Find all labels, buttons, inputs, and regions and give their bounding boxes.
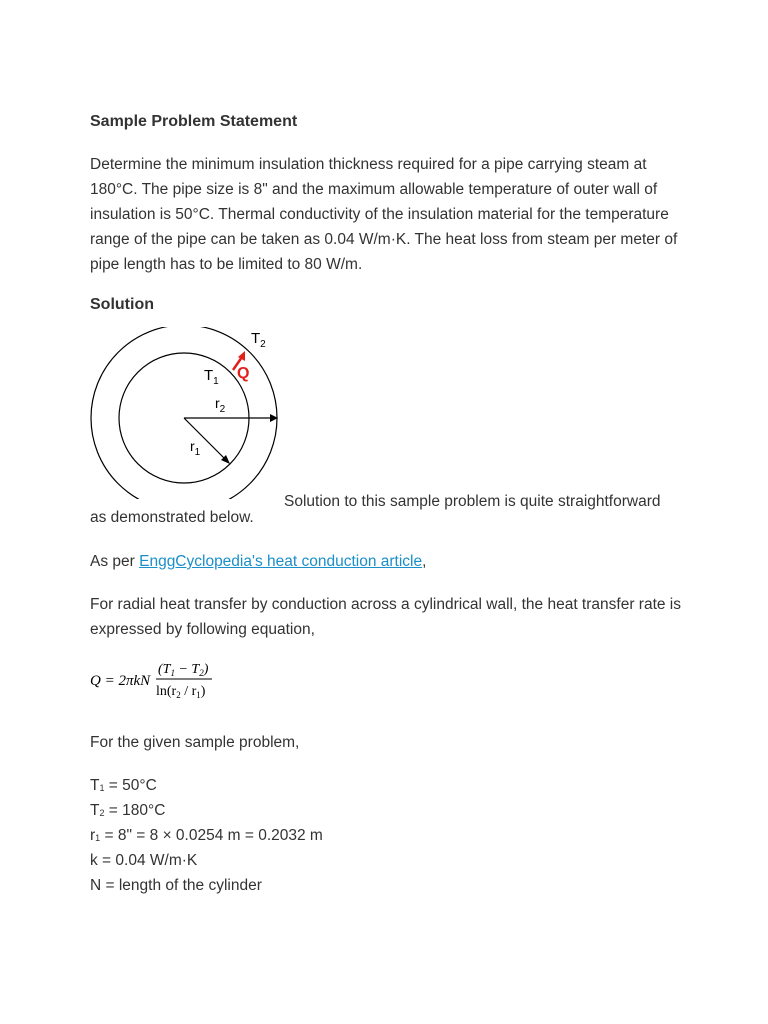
given-item-r1: $r_1 = 8$" = 8 × 0.0254 m = 0.2032 m	[90, 827, 323, 844]
heat-transfer-equation	[90, 656, 690, 706]
equation-lhs: Q = 2πkN	[90, 673, 151, 689]
problem-heading: Sample Problem Statement	[90, 113, 298, 130]
given-item-n: N = length of the cylinder	[90, 877, 262, 894]
reference-prefix: As per	[90, 553, 140, 570]
reference-suffix: ,	[422, 553, 427, 570]
given-item-t2: $T_2 = 180^\circ C$	[90, 802, 166, 819]
heat-conduction-article-link[interactable]: EnggCyclopedia's heat conduction article	[139, 553, 423, 570]
cylinder-figure	[90, 327, 690, 510]
equation-numerator: $(T_1 - T_2)$	[158, 662, 209, 678]
equation-denominator: $\ln(r_2 / r_1)$	[156, 684, 206, 700]
label-r2: $r_2$	[215, 395, 226, 415]
label-r1: $r_1$	[190, 438, 201, 458]
radial-heat-transfer-text: For radial heat transfer by conduction across a cylindrical wall, the heat transfer rate is expressed by following equation,	[90, 596, 681, 638]
reference-line	[90, 549, 690, 574]
article-content	[90, 108, 690, 898]
equation-graphic	[90, 656, 310, 706]
given-intro: For the given sample problem,	[90, 734, 300, 751]
label-q: Q	[237, 365, 250, 382]
figure-caption-continued: as demonstrated below.	[90, 509, 254, 526]
given-item-t1: $T_1 = 50^\circ C$	[90, 777, 157, 794]
given-item-k: k = 0.04 W/m·K	[90, 852, 198, 869]
problem-statement: Determine the minimum insulation thickness required for a pipe carrying steam at 180°C. The pipe size is 8" and the maximum allowable temperature of outer wall of insulation is 50°C. Thermal conductivity of the insulation material for the temperature range of the pipe can be taken as 0.04 W/m·K. The heat loss from steam per meter of pipe length has to be limited to 80 W/m.	[90, 156, 678, 273]
label-t2: $T_2$	[251, 330, 266, 350]
figure-caption-first: Solution to this sample problem is quite straightforward	[284, 493, 661, 510]
concentric-circles-diagram	[90, 327, 290, 499]
label-t1: $T_1$	[204, 367, 219, 387]
solution-heading: Solution	[90, 296, 154, 313]
given-values-list	[90, 773, 690, 898]
